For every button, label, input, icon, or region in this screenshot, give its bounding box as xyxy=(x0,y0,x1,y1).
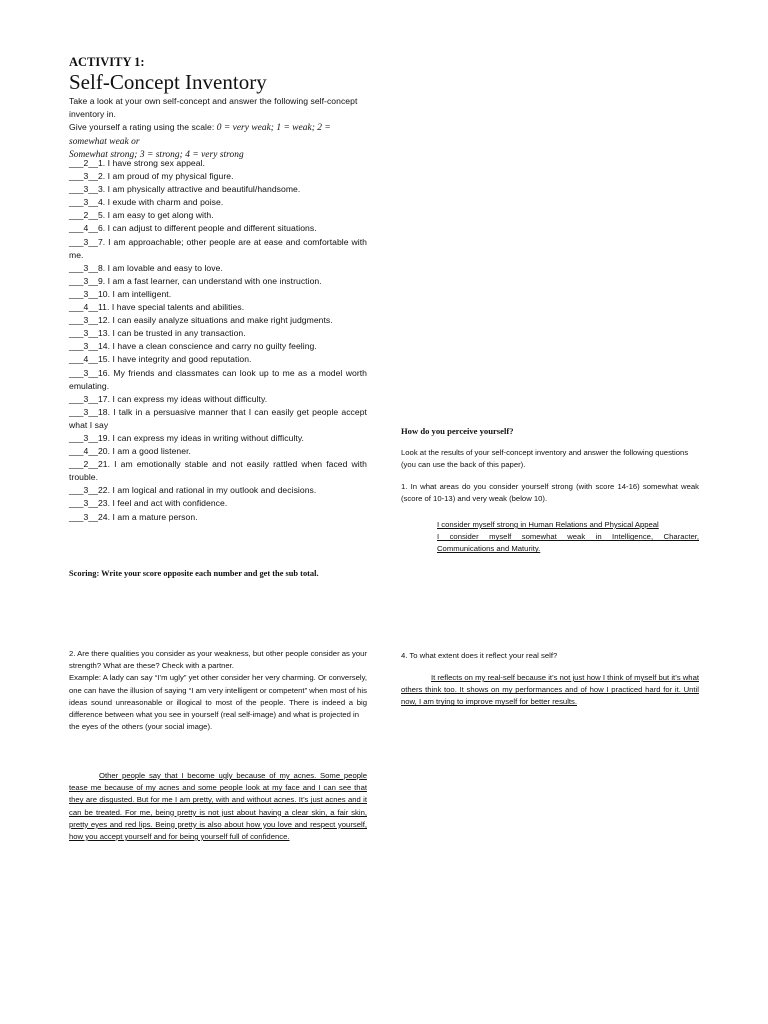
scale-line xyxy=(69,121,367,149)
activity-label: ACTIVITY 1: xyxy=(69,55,145,69)
intro-instructions xyxy=(69,95,367,162)
inventory-list xyxy=(69,157,367,524)
answer-strong: I consider myself strong in Human Relations and Physical Appeal xyxy=(437,520,659,529)
intro-line: Take a look at your own self-concept and answer the following self-concept inventory in. xyxy=(69,96,358,120)
question-1-answer xyxy=(401,519,699,556)
question-2-answer-text: Other people say that I become ugly because of my acnes. Some people tease me because of my acnes and some people look at my face and I can see that they are disgusted. But for me I am pretty, with and without acnes. It’s just acnes and it can be treated. For me, being pretty is not just about having a clear skin, a fair skin, pretty eyes and red lips. Being pretty is also about how you love and respect yourself, how you accept yourself and for being yourself full of confidence. xyxy=(69,771,367,842)
inventory-item: ___3__24. I am a mature person. xyxy=(69,511,198,522)
scale-values-cont: Somewhat strong; 3 = strong; 4 = very strong xyxy=(69,150,244,161)
section-instruction: Look at the results of your self-concept inventory and answer the following questions (you can use the back of this paper). xyxy=(401,448,689,470)
scale-prefix: Give yourself a rating using the scale: xyxy=(69,122,217,133)
inventory-item: ___3__16. My friends and classmates can look up to me as a model worth emulating. xyxy=(69,367,367,391)
question-2-text: 2. Are there qualities you consider as your weakness, but other people consider as your strength? What are these? Check with a partner. xyxy=(69,649,367,671)
inventory-item: ___4__15. I have integrity and good reputation. xyxy=(69,354,252,365)
inventory-item: ___3__22. I am logical and rational in my outlook and decisions. xyxy=(69,485,317,496)
inventory-item: ___3__7. I am approachable; other people are at ease and comfortable with me. xyxy=(69,236,367,260)
inventory-item: ___3__18. I talk in a persuasive manner that I can easily get people accept what I say xyxy=(69,406,367,430)
inventory-item: ___3__19. I can express my ideas in writing without difficulty. xyxy=(69,432,304,443)
scale-values: 0 = very weak; 1 = weak; 2 = somewhat weak or xyxy=(69,123,331,148)
question-2-example-end: the eyes of the others (your social image). xyxy=(69,722,213,732)
inventory-item: ___3__12. I can easily analyze situations and make right judgments. xyxy=(69,315,333,326)
inventory-item: ___3__2. I am proud of my physical figure. xyxy=(69,171,234,182)
inventory-item: ___4__20. I am a good listener. xyxy=(69,446,191,457)
question-4-answer xyxy=(401,672,699,709)
inventory-item: ___3__10. I am intelligent. xyxy=(69,288,172,299)
inventory-item: ___3__17. I can express my ideas without difficulty. xyxy=(69,393,268,404)
inventory-item: ___2__1. I have strong sex appeal. xyxy=(69,158,205,168)
inventory-item: ___2__21. I am emotionally stable and not easily rattled when faced with trouble. xyxy=(69,459,367,483)
scoring-instruction: Scoring: Write your score opposite each number and get the sub total. xyxy=(69,569,319,578)
question-4-answer-text: It reflects on my real-self because it’s not just how I think of myself but it’s what others think too. It shows on my performances and of how I practiced hard for it. Until now, I am trying to improve myself for better results. xyxy=(401,673,699,707)
question-2-example: Example: A lady can say “I’m ugly” yet other consider her very charming. Or conversely, one can have the illusion of saying “I am very intelligent or competent” when most of his ideas sound unreasonable or illogical to most of the people. There is indeed a big difference between what you see in yourself (real self-image) and what is projected in xyxy=(69,673,367,720)
inventory-item: ___3__3. I am physically attractive and beautiful/handsome. xyxy=(69,184,301,195)
inventory-item: ___3__9. I am a fast learner, can understand with one instruction. xyxy=(69,275,322,286)
question-4: 4. To what extent does it reflect your real self? xyxy=(401,651,558,660)
inventory-item: ___3__14. I have a clean conscience and carry no guilty feeling. xyxy=(69,341,317,352)
inventory-item: ___3__13. I can be trusted in any transaction. xyxy=(69,328,246,339)
page-title: Self-Concept Inventory xyxy=(69,70,267,94)
section-heading: How do you perceive yourself? xyxy=(401,426,514,436)
inventory-item: ___4__11. I have special talents and abilities. xyxy=(69,302,245,313)
inventory-item: ___3__8. I am lovable and easy to love. xyxy=(69,262,223,273)
question-2-answer xyxy=(69,770,367,843)
answer-weak: I consider myself somewhat weak in Intelligence, Character, Communications and Maturity. xyxy=(437,532,699,554)
question-1: 1. In what areas do you consider yourself strong (with score 14-16) somewhat weak (score of 10-13) and very weak (below 10). xyxy=(401,482,699,504)
question-2 xyxy=(69,648,367,733)
inventory-item: ___3__4. I exude with charm and poise. xyxy=(69,197,224,208)
inventory-item: ___2__5. I am easy to get along with. xyxy=(69,210,214,221)
inventory-item: ___4__6. I can adjust to different people and different situations. xyxy=(69,223,317,234)
inventory-item: ___3__23. I feel and act with confidence. xyxy=(69,498,228,509)
